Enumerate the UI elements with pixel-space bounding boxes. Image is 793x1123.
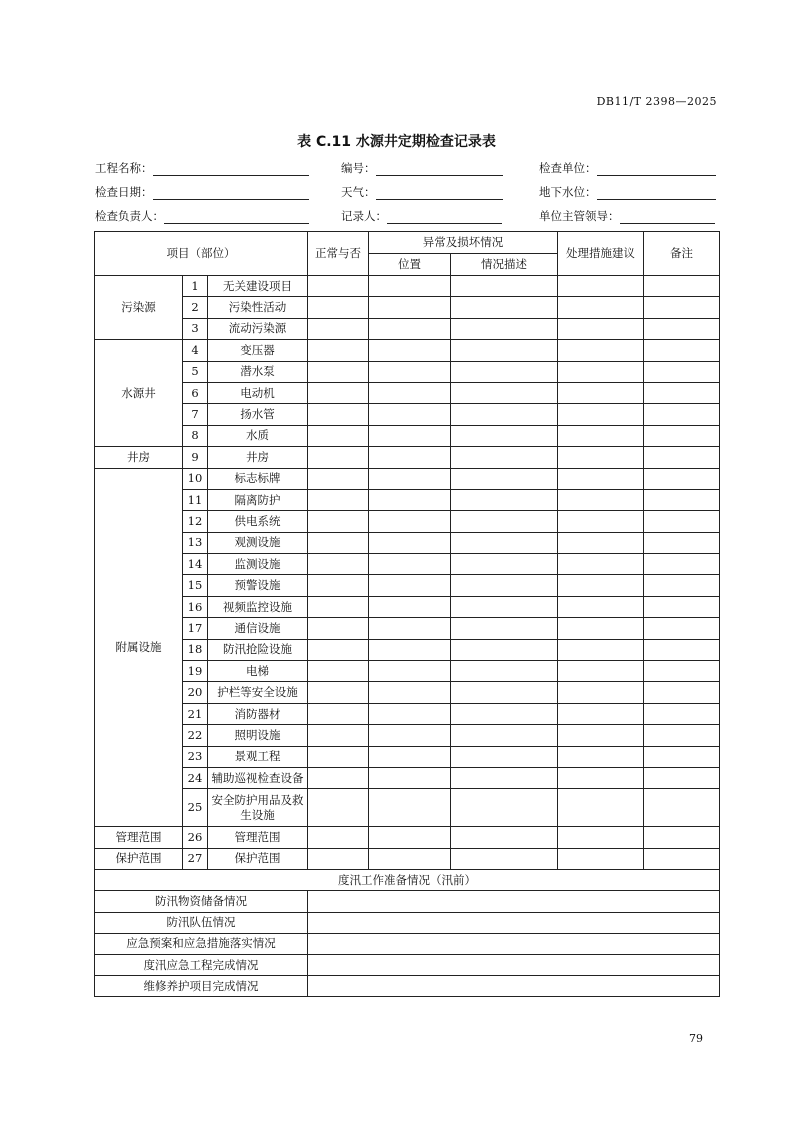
position-cell[interactable] (369, 554, 451, 575)
row-number: 18 (183, 639, 208, 660)
table-row (95, 661, 720, 682)
remark-cell[interactable] (644, 596, 720, 617)
measure-cell[interactable] (558, 682, 644, 703)
row-item: 水质 (208, 425, 308, 446)
row-number: 16 (183, 596, 208, 617)
position-cell[interactable] (369, 575, 451, 596)
measure-cell[interactable] (558, 382, 644, 403)
row-number: 7 (183, 404, 208, 425)
remark-cell[interactable] (644, 382, 720, 403)
recorder-field[interactable] (387, 211, 502, 224)
header-position: 位置 (369, 254, 451, 276)
normal-cell[interactable] (308, 725, 369, 746)
measure-cell[interactable] (558, 618, 644, 639)
table-row (95, 318, 720, 339)
row-number: 12 (183, 511, 208, 532)
normal-cell[interactable] (308, 447, 369, 468)
flood-item-row (95, 933, 720, 954)
row-number: 1 (183, 276, 208, 297)
inspection-table (94, 231, 720, 997)
flood-item-label: 防汛物资储备情况 (95, 891, 308, 912)
groundwater-field[interactable] (597, 187, 716, 200)
normal-cell[interactable] (308, 703, 369, 724)
table-body (95, 276, 720, 997)
table-row (95, 554, 720, 575)
weather-label: 天气： (341, 185, 376, 199)
normal-cell[interactable] (308, 554, 369, 575)
position-cell[interactable] (369, 703, 451, 724)
table-row (95, 746, 720, 767)
position-cell[interactable] (369, 639, 451, 660)
position-cell[interactable] (369, 511, 451, 532)
measure-cell[interactable] (558, 789, 644, 827)
inspect-lead-field[interactable] (164, 211, 309, 224)
row-item: 潜水泵 (208, 361, 308, 382)
remark-cell[interactable] (644, 767, 720, 788)
row-item: 电动机 (208, 382, 308, 403)
remark-cell[interactable] (644, 361, 720, 382)
measure-cell[interactable] (558, 532, 644, 553)
normal-cell[interactable] (308, 425, 369, 446)
table-row (95, 767, 720, 788)
measure-cell[interactable] (558, 746, 644, 767)
remark-cell[interactable] (644, 489, 720, 510)
measure-cell[interactable] (558, 340, 644, 361)
normal-cell[interactable] (308, 297, 369, 318)
measure-cell[interactable] (558, 767, 644, 788)
position-cell[interactable] (369, 532, 451, 553)
desc-cell[interactable] (451, 468, 558, 489)
desc-cell[interactable] (451, 703, 558, 724)
normal-cell[interactable] (308, 789, 369, 827)
measure-cell[interactable] (558, 554, 644, 575)
recorder-label: 记录人： (341, 209, 387, 223)
desc-cell[interactable] (451, 361, 558, 382)
normal-cell[interactable] (308, 682, 369, 703)
flood-item-value[interactable] (308, 891, 720, 912)
header-desc: 情况描述 (451, 254, 558, 276)
remark-cell[interactable] (644, 276, 720, 297)
inspect-unit-label: 检查单位： (539, 161, 597, 175)
measure-cell[interactable] (558, 276, 644, 297)
row-number: 13 (183, 532, 208, 553)
weather-field[interactable] (376, 187, 503, 200)
row-item: 安全防护用品及救生设施 (208, 789, 308, 827)
remark-cell[interactable] (644, 682, 720, 703)
row-number: 2 (183, 297, 208, 318)
desc-cell[interactable] (451, 382, 558, 403)
group-name: 污染源 (95, 276, 183, 340)
document-code: DB11/T 2398—2025 (596, 95, 717, 108)
remark-cell[interactable] (644, 827, 720, 848)
row-number: 17 (183, 618, 208, 639)
desc-cell[interactable] (451, 447, 558, 468)
desc-cell[interactable] (451, 532, 558, 553)
desc-cell[interactable] (451, 489, 558, 510)
table-row (95, 425, 720, 446)
inspect-date-field[interactable] (153, 187, 309, 200)
measure-cell[interactable] (558, 468, 644, 489)
row-item: 照明设施 (208, 725, 308, 746)
position-cell[interactable] (369, 468, 451, 489)
group-name: 保护范围 (95, 848, 183, 869)
normal-cell[interactable] (308, 767, 369, 788)
remark-cell[interactable] (644, 789, 720, 827)
row-number: 11 (183, 489, 208, 510)
normal-cell[interactable] (308, 532, 369, 553)
table-row (95, 404, 720, 425)
normal-cell[interactable] (308, 318, 369, 339)
measure-cell[interactable] (558, 297, 644, 318)
row-item: 防汛抢险设施 (208, 639, 308, 660)
remark-cell[interactable] (644, 703, 720, 724)
table-row (95, 596, 720, 617)
row-item: 标志标牌 (208, 468, 308, 489)
normal-cell[interactable] (308, 404, 369, 425)
position-cell[interactable] (369, 276, 451, 297)
remark-cell[interactable] (644, 511, 720, 532)
group-name: 水源井 (95, 340, 183, 447)
desc-cell[interactable] (451, 789, 558, 827)
groundwater-label: 地下水位： (539, 185, 597, 199)
normal-cell[interactable] (308, 511, 369, 532)
remark-cell[interactable] (644, 297, 720, 318)
table-row (95, 532, 720, 553)
normal-cell[interactable] (308, 639, 369, 660)
table-row (95, 639, 720, 660)
remark-cell[interactable] (644, 447, 720, 468)
table-row (95, 511, 720, 532)
page-number: 79 (689, 1032, 703, 1045)
desc-cell[interactable] (451, 639, 558, 660)
position-cell[interactable] (369, 318, 451, 339)
row-item: 观测设施 (208, 532, 308, 553)
row-number: 15 (183, 575, 208, 596)
normal-cell[interactable] (308, 596, 369, 617)
row-number: 8 (183, 425, 208, 446)
position-cell[interactable] (369, 682, 451, 703)
normal-cell[interactable] (308, 468, 369, 489)
row-number: 9 (183, 447, 208, 468)
flood-item-label: 防汛队伍情况 (95, 912, 308, 933)
normal-cell[interactable] (308, 746, 369, 767)
position-cell[interactable] (369, 340, 451, 361)
desc-cell[interactable] (451, 848, 558, 869)
number-field[interactable] (376, 163, 503, 176)
desc-cell[interactable] (451, 297, 558, 318)
row-item: 变压器 (208, 340, 308, 361)
row-item: 管理范围 (208, 827, 308, 848)
header-measure: 处理措施建议 (558, 232, 644, 276)
flood-item-label: 度汛应急工程完成情况 (95, 954, 308, 975)
remark-cell[interactable] (644, 746, 720, 767)
desc-cell[interactable] (451, 276, 558, 297)
flood-item-row (95, 976, 720, 997)
position-cell[interactable] (369, 425, 451, 446)
measure-cell[interactable] (558, 848, 644, 869)
row-number: 22 (183, 725, 208, 746)
remark-cell[interactable] (644, 661, 720, 682)
position-cell[interactable] (369, 297, 451, 318)
row-number: 26 (183, 827, 208, 848)
desc-cell[interactable] (451, 554, 558, 575)
row-number: 4 (183, 340, 208, 361)
table-row (95, 575, 720, 596)
row-item: 预警设施 (208, 575, 308, 596)
row-item: 视频监控设施 (208, 596, 308, 617)
measure-cell[interactable] (558, 661, 644, 682)
table-row (95, 489, 720, 510)
table-row (95, 468, 720, 489)
normal-cell[interactable] (308, 276, 369, 297)
position-cell[interactable] (369, 767, 451, 788)
desc-cell[interactable] (451, 767, 558, 788)
header-item: 项目（部位） (95, 232, 308, 276)
row-number: 20 (183, 682, 208, 703)
flood-item-value[interactable] (308, 976, 720, 997)
position-cell[interactable] (369, 618, 451, 639)
row-item: 隔离防护 (208, 489, 308, 510)
position-cell[interactable] (369, 361, 451, 382)
remark-cell[interactable] (644, 618, 720, 639)
table-title: 表 C.11 水源井定期检查记录表 (297, 134, 496, 150)
normal-cell[interactable] (308, 361, 369, 382)
desc-cell[interactable] (451, 511, 558, 532)
row-item: 保护范围 (208, 848, 308, 869)
flood-item-label: 应急预案和应急措施落实情况 (95, 933, 308, 954)
row-number: 14 (183, 554, 208, 575)
row-item: 电梯 (208, 661, 308, 682)
inspect-unit-field[interactable] (597, 163, 716, 176)
row-item: 流动污染源 (208, 318, 308, 339)
row-item: 井房 (208, 447, 308, 468)
table-row (95, 447, 720, 468)
measure-cell[interactable] (558, 639, 644, 660)
desc-cell[interactable] (451, 340, 558, 361)
table-row (95, 340, 720, 361)
remark-cell[interactable] (644, 725, 720, 746)
normal-cell[interactable] (308, 340, 369, 361)
row-item: 污染性活动 (208, 297, 308, 318)
row-number: 25 (183, 789, 208, 827)
inspect-lead-label: 检查负责人： (95, 209, 164, 223)
desc-cell[interactable] (451, 725, 558, 746)
row-number: 19 (183, 661, 208, 682)
row-number: 27 (183, 848, 208, 869)
remark-cell[interactable] (644, 425, 720, 446)
desc-cell[interactable] (451, 746, 558, 767)
normal-cell[interactable] (308, 618, 369, 639)
group-name: 附属设施 (95, 468, 183, 827)
row-item: 无关建设项目 (208, 276, 308, 297)
row-item: 景观工程 (208, 746, 308, 767)
table-row (95, 827, 720, 848)
table-row (95, 789, 720, 827)
position-cell[interactable] (369, 447, 451, 468)
measure-cell[interactable] (558, 827, 644, 848)
table-row (95, 361, 720, 382)
row-number: 24 (183, 767, 208, 788)
measure-cell[interactable] (558, 725, 644, 746)
desc-cell[interactable] (451, 682, 558, 703)
measure-cell[interactable] (558, 318, 644, 339)
flood-item-value[interactable] (308, 954, 720, 975)
flood-item-value[interactable] (308, 933, 720, 954)
position-cell[interactable] (369, 489, 451, 510)
remark-cell[interactable] (644, 575, 720, 596)
table-row (95, 618, 720, 639)
measure-cell[interactable] (558, 404, 644, 425)
position-cell[interactable] (369, 827, 451, 848)
project-name-label: 工程名称： (95, 161, 153, 175)
row-item: 扬水管 (208, 404, 308, 425)
row-item: 通信设施 (208, 618, 308, 639)
row-number: 23 (183, 746, 208, 767)
project-name-field[interactable] (153, 163, 309, 176)
desc-cell[interactable] (451, 318, 558, 339)
table-row (95, 382, 720, 403)
number-label: 编号： (341, 161, 376, 175)
normal-cell[interactable] (308, 575, 369, 596)
position-cell[interactable] (369, 404, 451, 425)
header-normal: 正常与否 (308, 232, 369, 276)
remark-cell[interactable] (644, 404, 720, 425)
remark-cell[interactable] (644, 532, 720, 553)
remark-cell[interactable] (644, 554, 720, 575)
remark-cell[interactable] (644, 639, 720, 660)
row-number: 21 (183, 703, 208, 724)
measure-cell[interactable] (558, 511, 644, 532)
position-cell[interactable] (369, 725, 451, 746)
group-name: 管理范围 (95, 827, 183, 848)
flood-item-row (95, 891, 720, 912)
remark-cell[interactable] (644, 468, 720, 489)
remark-cell[interactable] (644, 848, 720, 869)
normal-cell[interactable] (308, 382, 369, 403)
flood-section-title: 度汛工作准备情况（汛前） (95, 870, 720, 891)
table-row (95, 682, 720, 703)
measure-cell[interactable] (558, 596, 644, 617)
row-item: 辅助巡视检查设备 (208, 767, 308, 788)
flood-item-value[interactable] (308, 912, 720, 933)
flood-item-label: 维修养护项目完成情况 (95, 976, 308, 997)
remark-cell[interactable] (644, 340, 720, 361)
desc-cell[interactable] (451, 661, 558, 682)
row-item: 监测设施 (208, 554, 308, 575)
flood-item-row (95, 912, 720, 933)
row-number: 3 (183, 318, 208, 339)
table-row (95, 848, 720, 869)
desc-cell[interactable] (451, 425, 558, 446)
measure-cell[interactable] (558, 361, 644, 382)
remark-cell[interactable] (644, 318, 720, 339)
row-item: 消防器材 (208, 703, 308, 724)
unit-leader-field[interactable] (620, 211, 715, 224)
measure-cell[interactable] (558, 447, 644, 468)
inspect-date-label: 检查日期： (95, 185, 153, 199)
normal-cell[interactable] (308, 827, 369, 848)
header-remark: 备注 (644, 232, 720, 276)
table-row (95, 297, 720, 318)
measure-cell[interactable] (558, 575, 644, 596)
desc-cell[interactable] (451, 618, 558, 639)
row-number: 6 (183, 382, 208, 403)
desc-cell[interactable] (451, 596, 558, 617)
normal-cell[interactable] (308, 489, 369, 510)
table-row (95, 703, 720, 724)
row-item: 护栏等安全设施 (208, 682, 308, 703)
row-item: 供电系统 (208, 511, 308, 532)
position-cell[interactable] (369, 848, 451, 869)
group-name: 井房 (95, 447, 183, 468)
desc-cell[interactable] (451, 404, 558, 425)
position-cell[interactable] (369, 382, 451, 403)
normal-cell[interactable] (308, 661, 369, 682)
row-number: 5 (183, 361, 208, 382)
header-abnormal: 异常及损坏情况 (369, 232, 558, 254)
position-cell[interactable] (369, 661, 451, 682)
desc-cell[interactable] (451, 575, 558, 596)
row-number: 10 (183, 468, 208, 489)
normal-cell[interactable] (308, 848, 369, 869)
unit-leader-label: 单位主管领导： (539, 209, 620, 223)
measure-cell[interactable] (558, 703, 644, 724)
table-row (95, 725, 720, 746)
flood-item-row (95, 954, 720, 975)
position-cell[interactable] (369, 596, 451, 617)
measure-cell[interactable] (558, 489, 644, 510)
flood-section-row (95, 870, 720, 891)
position-cell[interactable] (369, 789, 451, 827)
measure-cell[interactable] (558, 425, 644, 446)
table-row (95, 276, 720, 297)
position-cell[interactable] (369, 746, 451, 767)
desc-cell[interactable] (451, 827, 558, 848)
